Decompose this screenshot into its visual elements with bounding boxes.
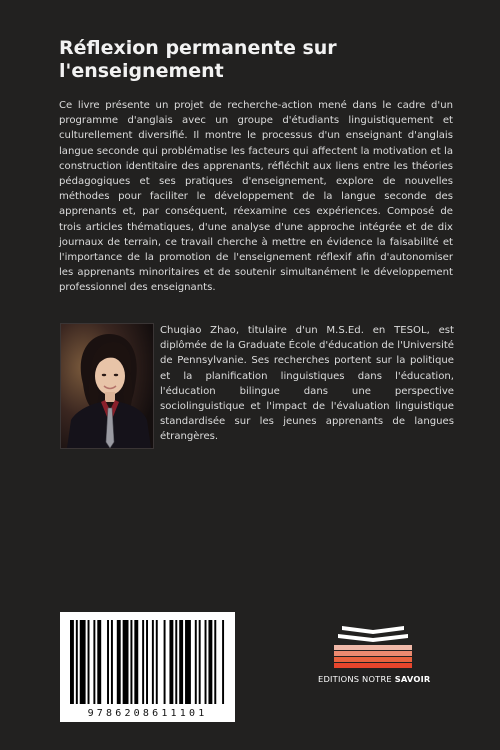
barcode-bar bbox=[142, 620, 144, 704]
barcode-bar bbox=[179, 620, 183, 704]
barcode-bar bbox=[70, 620, 74, 704]
barcode-bar bbox=[123, 620, 129, 704]
barcode-bar bbox=[195, 620, 197, 704]
isbn-barcode bbox=[60, 612, 235, 722]
barcode-bar bbox=[117, 620, 121, 704]
author-photo bbox=[60, 323, 154, 449]
barcode-bar bbox=[205, 620, 207, 704]
isbn-number: 9786208611101 bbox=[87, 708, 208, 719]
barcode-bar bbox=[164, 620, 166, 704]
book-description: Ce livre présente un projet de recherche-action mené dans le cadre d'un programme d'anglais avec un groupe d'étudiants linguistiquement et culturellement diversifié. Il montre le processus d'un enseignant d'anglais langue seconde qui problématise les facteurs qui affectent la motivation et la construction identitaire des apprenants, réfléchit aux liens entre les théories pédagogiques et ses pratiques d'enseignement, explore de nouvelles méthodes pour faciliter le développement de la langue seconde des apprenants et, par conséquent, réexamine ces expériences. Composé de trois articles thématiques, d'une analyse d'une approche intégrée et de dix journaux de terrain, ce travail cherche à mettre en évidence la faisabilité et l'importance de la promotion de l'enseignement réflexif afin d'autonomiser les apprenants minoritaires et de soutenir simultanément le développement professionnel des enseignants. bbox=[59, 100, 453, 294]
book-stack-icon bbox=[328, 624, 418, 668]
book-title: Réflexion permanente sur l'enseignement bbox=[59, 37, 337, 82]
barcode-bar bbox=[175, 620, 177, 704]
barcode-bar bbox=[222, 620, 224, 704]
barcode-bar bbox=[130, 620, 132, 704]
barcode-bars bbox=[60, 612, 235, 706]
barcode-bar bbox=[80, 620, 86, 704]
barcode-bar bbox=[152, 620, 154, 704]
barcode-bar bbox=[208, 620, 212, 704]
barcode-bar bbox=[111, 620, 113, 704]
publisher-name: EDITIONS NOTRE SAVOIR bbox=[318, 674, 431, 684]
barcode-bar bbox=[146, 620, 148, 704]
barcode-bar bbox=[134, 620, 138, 704]
barcode-bar bbox=[199, 620, 201, 704]
barcode-bar bbox=[107, 620, 109, 704]
barcode-bar bbox=[97, 620, 101, 704]
barcode-bar bbox=[93, 620, 95, 704]
publisher-logo bbox=[318, 624, 431, 694]
barcode-bar bbox=[169, 620, 173, 704]
barcode-bar bbox=[185, 620, 191, 704]
author-bio: Chuqiao Zhao, titulaire d'un M.S.Ed. en TESOL, est diplômée de la Graduate École d'éducation de l'Université de Pennsylvanie. Ses recherches portent sur la politique et la planification linguistiques dans l'éducation, l'éducation bilingue dans une perspective sociolinguistique et l'impact de l'évaluation linguistique standardisée sur les jeunes apprenants de langues étrangères. bbox=[160, 325, 454, 443]
barcode-bar bbox=[214, 620, 216, 704]
barcode-bar bbox=[156, 620, 158, 704]
barcode-bar bbox=[76, 620, 78, 704]
barcode-bar bbox=[88, 620, 90, 704]
